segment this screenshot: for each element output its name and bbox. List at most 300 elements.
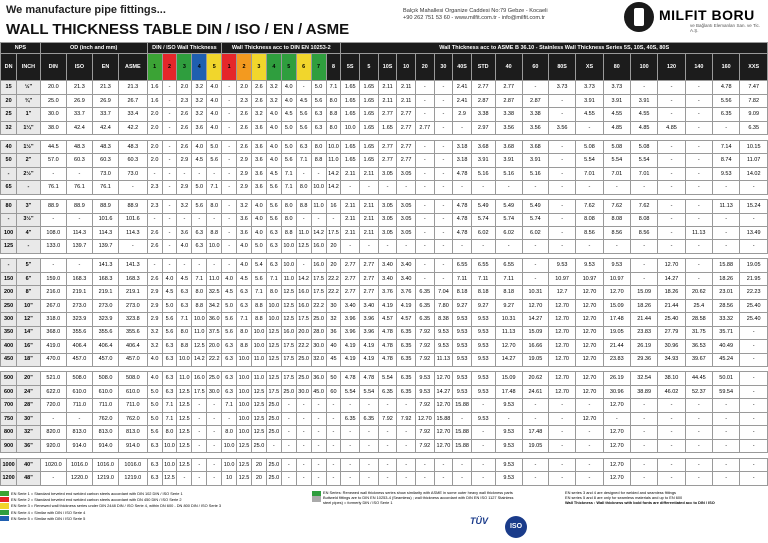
table-cell: 914.0 (119, 439, 148, 452)
table-cell: 3.05 (397, 200, 416, 213)
table-cell: 32" (17, 426, 41, 439)
table-cell: 6.35 (341, 412, 360, 425)
table-cell: - (740, 412, 768, 425)
table-cell: - (740, 458, 768, 471)
table-cell: - (453, 412, 472, 425)
table-cell: 5.0 (147, 412, 162, 425)
table-cell: 7.62 (603, 200, 630, 213)
table-cell: - (397, 439, 416, 452)
table-cell: 6.3 (162, 353, 177, 366)
table-cell: 12.5 (177, 426, 192, 439)
column-header: 10 (397, 54, 416, 81)
table-cell: 40 (1, 140, 17, 153)
table-row (1, 412, 768, 425)
table-cell: 12.5 (296, 240, 311, 253)
table-cell: - (162, 81, 177, 94)
table-cell: - (162, 200, 177, 213)
table-cell: - (471, 181, 495, 194)
table-cell: 2.77 (360, 272, 379, 285)
table-cell: - (207, 439, 222, 452)
table-cell: 37.5 (207, 326, 222, 339)
table-cell: 3½" (17, 213, 41, 226)
table-cell: 7.1 (251, 286, 266, 299)
table-cell: 8.38 (434, 313, 453, 326)
table-cell: 12.70 (548, 340, 575, 353)
table-cell: 5.74 (522, 213, 548, 226)
table-cell: 3.76 (397, 286, 416, 299)
table-cell: 7.11 (453, 272, 472, 285)
column-header: XS (576, 54, 603, 81)
table-cell: 6.3 (192, 240, 207, 253)
column-header: 6 (296, 54, 311, 81)
table-cell: 46.02 (658, 385, 685, 398)
table-cell: 9.53 (495, 458, 522, 471)
table-cell: 10.0 (162, 439, 177, 452)
table-cell: 200 (1, 286, 17, 299)
table-cell: 12.5 (266, 326, 281, 339)
legend-swatch (312, 496, 321, 501)
table-cell: 2.11 (341, 226, 360, 239)
table-cell: - (630, 439, 657, 452)
table-cell: 6.55 (471, 259, 495, 272)
table-cell: 1016.0 (66, 458, 92, 471)
table-cell: 10.0 (326, 140, 341, 153)
table-cell: 14.27 (495, 353, 522, 366)
table-cell: 3.2 (192, 94, 207, 107)
table-cell: 2.11 (360, 213, 379, 226)
table-cell: 50 (1, 154, 17, 167)
table-cell: 7.80 (434, 299, 453, 312)
table-cell: 14" (17, 326, 41, 339)
table-cell: 6.3 (147, 458, 162, 471)
table-cell: - (434, 240, 453, 253)
table-cell: 406.4 (92, 340, 118, 353)
table-cell: 25.40 (740, 313, 768, 326)
table-cell: 12.70 (495, 340, 522, 353)
table-cell: - (415, 472, 434, 486)
table-cell: 3.6 (177, 226, 192, 239)
table-cell: - (685, 200, 712, 213)
legend-en-series (0, 490, 306, 522)
table-cell: 3.68 (495, 140, 522, 153)
table-cell: 5.54 (360, 385, 379, 398)
table-cell: 19.05 (522, 353, 548, 366)
group-header: Wall Thickness acc to DIN EN 10253-2 (222, 43, 341, 54)
table-cell: 4.5 (281, 108, 296, 121)
table-cell: 355.6 (119, 326, 148, 339)
table-cell: 4.5 (177, 272, 192, 285)
table-cell: - (471, 426, 495, 439)
table-cell: 9.53 (713, 167, 740, 180)
table-cell: - (222, 108, 237, 121)
table-cell: 12.5 (237, 458, 252, 471)
table-cell: 12.70 (434, 439, 453, 452)
table-cell: 3.2 (251, 108, 266, 121)
table-cell: 12.5 (281, 299, 296, 312)
table-cell: - (397, 181, 416, 194)
table-cell: 3.2 (266, 81, 281, 94)
table-cell: 4.78 (378, 340, 397, 353)
table-cell: - (162, 121, 177, 134)
table-cell: 44.45 (685, 372, 712, 385)
table-cell: 4.78 (360, 372, 379, 385)
table-cell: 457.0 (119, 353, 148, 366)
table-cell: 5.0 (281, 121, 296, 134)
table-cell: - (341, 472, 360, 486)
table-cell: 11.0 (251, 353, 266, 366)
table-cell: 508.0 (119, 372, 148, 385)
table-cell: 7.47 (740, 81, 768, 94)
table-cell: 10.0 (266, 313, 281, 326)
table-cell: - (207, 167, 222, 180)
table-cell: 60.3 (92, 154, 118, 167)
table-cell: - (576, 426, 603, 439)
table-cell: 28.56 (713, 299, 740, 312)
table-cell: 8.56 (603, 226, 630, 239)
table-cell: 5.0 (207, 140, 222, 153)
legend-notes (312, 490, 556, 506)
table-cell: 7.92 (415, 399, 434, 412)
table-cell: 59.54 (713, 385, 740, 398)
table-cell: - (658, 439, 685, 452)
table-cell: 17.5 (326, 226, 341, 239)
table-cell: - (415, 213, 434, 226)
table-cell: 28" (17, 399, 41, 412)
table-cell: - (548, 412, 575, 425)
table-cell: 7.01 (603, 167, 630, 180)
table-cell: 12.70 (434, 426, 453, 439)
table-cell: 16.0 (281, 326, 296, 339)
table-cell: 2.9 (147, 313, 162, 326)
table-cell: 7.62 (576, 200, 603, 213)
table-cell: 12.7 (548, 286, 575, 299)
table-row (1, 226, 768, 239)
table-cell: 1.65 (360, 154, 379, 167)
page-title: WALL THICKNESS TABLE DIN / ISO / EN / ASME (6, 21, 350, 38)
table-cell: 12.5 (192, 340, 207, 353)
table-cell: 6.3 (222, 385, 237, 398)
table-cell: 9.53 (453, 353, 472, 366)
table-cell: 12.5 (266, 340, 281, 353)
table-cell: 2.11 (378, 81, 397, 94)
table-cell: 5.6 (162, 313, 177, 326)
table-cell: 12.5 (251, 426, 266, 439)
table-cell: - (658, 472, 685, 486)
table-cell: 73.0 (119, 167, 148, 180)
table-cell: 3.56 (548, 121, 575, 134)
table-cell: 45.0 (311, 385, 326, 398)
table-cell: - (630, 412, 657, 425)
table-cell: 168.3 (66, 272, 92, 285)
table-cell: 2.0 (237, 81, 252, 94)
table-row (1, 240, 768, 253)
table-cell: 8.8 (296, 200, 311, 213)
column-header: 140 (685, 54, 712, 81)
table-cell: 25.0 (296, 372, 311, 385)
table-cell: - (162, 167, 177, 180)
table-cell: - (434, 226, 453, 239)
table-cell: - (522, 458, 548, 471)
table-cell: 15.88 (453, 439, 472, 452)
table-cell: 9.27 (495, 299, 522, 312)
table-cell: 622.0 (40, 385, 66, 398)
legend-swatch (0, 503, 9, 508)
table-cell: - (630, 272, 657, 285)
table-cell: 7.1 (237, 313, 252, 326)
table-cell: 5.0 (147, 385, 162, 398)
table-cell: 1" (17, 108, 41, 121)
table-cell: 5.16 (522, 167, 548, 180)
table-cell: - (658, 226, 685, 239)
table-cell: 3.40 (397, 272, 416, 285)
table-cell: 25.0 (266, 472, 281, 486)
table-row (1, 426, 768, 439)
table-cell: 17.5 (281, 340, 296, 353)
table-cell: - (685, 167, 712, 180)
column-header: DIN (40, 54, 66, 81)
table-cell: 12.5 (177, 412, 192, 425)
legend-text: EN Serie 4 = Similar with DIN / ISO Serie 4 (11, 509, 86, 515)
table-cell: 16 (326, 200, 341, 213)
table-cell: 159.0 (40, 272, 66, 285)
table-row (1, 181, 768, 194)
table-cell: 36.0 (207, 313, 222, 326)
table-cell: 8.0 (207, 200, 222, 213)
table-cell: 14.2 (192, 353, 207, 366)
table-cell: 60.3 (66, 154, 92, 167)
table-cell: 5.6 (281, 154, 296, 167)
table-cell: 12.5 (177, 439, 192, 452)
table-cell: 800 (1, 426, 17, 439)
table-cell: 3.18 (453, 140, 472, 153)
table-cell: 3.96 (341, 326, 360, 339)
table-cell: 318.0 (40, 313, 66, 326)
table-cell: 1.65 (360, 108, 379, 121)
table-cell: 1.65 (360, 94, 379, 107)
table-cell: 350 (1, 326, 17, 339)
table-cell: 8.0 (162, 426, 177, 439)
table-cell: 45 (326, 353, 341, 366)
table-cell: - (296, 439, 311, 452)
table-cell: 457.0 (92, 353, 118, 366)
table-cell: 12.5 (177, 399, 192, 412)
table-cell: - (685, 399, 712, 412)
legend (0, 489, 768, 543)
table-cell: 2.6 (251, 81, 266, 94)
table-cell: - (548, 213, 575, 226)
table-cell: 2.6 (147, 240, 162, 253)
table-cell: 42.4 (92, 121, 118, 134)
table-cell: 21.3 (92, 81, 118, 94)
table-cell: 5.6 (266, 213, 281, 226)
table-cell: - (415, 94, 434, 107)
table-row (1, 94, 768, 107)
table-cell: 3.2 (177, 200, 192, 213)
table-cell: 216.0 (40, 286, 66, 299)
table-cell: 10.0 (251, 340, 266, 353)
table-cell: 5.49 (522, 200, 548, 213)
legend-text: EN Series: Renewed wall thickness series show similarity with ASME in some outer heavy wall thickness parts (323, 490, 513, 495)
table-cell: 29.36 (630, 353, 657, 366)
table-cell: 15.88 (453, 426, 472, 439)
table-cell: 4.0 (147, 353, 162, 366)
table-cell: 57.0 (40, 154, 66, 167)
table-cell: 2.97 (471, 121, 495, 134)
table-cell: 25.0 (281, 385, 296, 398)
table-cell: 3.96 (341, 313, 360, 326)
table-row (1, 108, 768, 121)
table-cell: 17.48 (495, 385, 522, 398)
table-cell: - (522, 472, 548, 486)
table-cell: 8.8 (251, 299, 266, 312)
table-cell: 4.85 (658, 121, 685, 134)
table-cell: - (192, 259, 207, 272)
table-cell: 2.3 (147, 200, 162, 213)
table-cell: 30.96 (603, 385, 630, 398)
table-cell: 14.2 (326, 167, 341, 180)
table-cell: 20 (251, 458, 266, 471)
table-cell: - (326, 399, 341, 412)
table-cell: 48.3 (119, 140, 148, 153)
table-cell: - (222, 140, 237, 153)
table-cell: 15.09 (495, 372, 522, 385)
table-cell: 6.35 (397, 340, 416, 353)
table-cell: 12.70 (434, 372, 453, 385)
table-cell: 60 (326, 385, 341, 398)
table-cell: 6.3 (177, 299, 192, 312)
table-cell: 2.6 (147, 272, 162, 285)
table-cell: 6.55 (453, 259, 472, 272)
table-cell: - (360, 426, 379, 439)
table-cell: 12.70 (576, 340, 603, 353)
table-cell: 21.3 (66, 81, 92, 94)
column-header: XXS (740, 54, 768, 81)
table-cell: - (434, 108, 453, 121)
table-cell: 4.19 (360, 340, 379, 353)
legend-text: EN Serie 3 = Renewed wall thickness series under DIN 2448 DIN / ISO Serie 4, within DN 600 - DN 800 DIN / ISO Serie 3 (11, 503, 222, 509)
column-header: 7 (311, 54, 326, 81)
table-cell: - (434, 472, 453, 486)
table-cell: 8.0 (311, 140, 326, 153)
table-cell: 323.9 (92, 313, 118, 326)
table-cell: - (222, 121, 237, 134)
table-cell: 12.5 (162, 472, 177, 486)
table-cell: - (522, 181, 548, 194)
table-cell: 4.78 (453, 226, 472, 239)
table-cell: 10.0 (266, 299, 281, 312)
table-cell: - (740, 240, 768, 253)
table-cell: 4.0 (222, 272, 237, 285)
table-cell: 12.70 (603, 439, 630, 452)
table-cell: 38.0 (40, 121, 66, 134)
table-cell: 31.75 (685, 326, 712, 339)
table-cell: 2.3 (147, 181, 162, 194)
table-cell: 3.96 (360, 313, 379, 326)
table-cell: 4.85 (630, 121, 657, 134)
table-cell: 20.62 (522, 372, 548, 385)
table-cell: 9.53 (453, 372, 472, 385)
table-cell: 8.8 (281, 226, 296, 239)
table-cell: 8.0 (281, 213, 296, 226)
table-cell: 5.49 (495, 200, 522, 213)
table-cell: - (177, 259, 192, 272)
table-cell: - (378, 439, 397, 452)
table-cell: - (576, 181, 603, 194)
table-cell: 3.40 (378, 272, 397, 285)
table-cell: 26.19 (630, 340, 657, 353)
table-cell: 3.56 (495, 121, 522, 134)
table-cell: 12" (17, 313, 41, 326)
table-cell: - (397, 240, 416, 253)
table-cell: - (522, 259, 548, 272)
table-cell: - (434, 94, 453, 107)
table-cell: - (311, 412, 326, 425)
table-cell: 8.56 (576, 226, 603, 239)
table-cell: 2.11 (378, 94, 397, 107)
table-cell: 600 (1, 385, 17, 398)
table-cell: 12.5 (281, 286, 296, 299)
table-row (1, 299, 768, 312)
table-cell: 1.65 (341, 108, 360, 121)
table-cell: 17.5 (266, 385, 281, 398)
table-cell: 2.11 (360, 226, 379, 239)
table-cell: 12.70 (548, 326, 575, 339)
table-cell: 5.6 (222, 326, 237, 339)
table-cell: 4.5 (296, 94, 311, 107)
table-cell: 4.57 (397, 313, 416, 326)
table-cell: 9.53 (415, 385, 434, 398)
table-cell: - (434, 140, 453, 153)
table-cell: - (576, 121, 603, 134)
table-cell: 32 (326, 313, 341, 326)
table-cell: 4.5 (237, 272, 252, 285)
legend-swatch (0, 497, 9, 502)
table-cell: 14.02 (740, 167, 768, 180)
table-cell: - (713, 412, 740, 425)
table-cell: 9.53 (453, 313, 472, 326)
column-header: EN (92, 54, 118, 81)
table-cell: - (658, 213, 685, 226)
table-cell: 19.05 (522, 439, 548, 452)
group-header: OD (inch and mm) (40, 43, 147, 54)
table-cell: - (658, 426, 685, 439)
table-cell: 114.3 (92, 226, 118, 239)
table-cell: 250 (1, 299, 17, 312)
table-cell: 32.5 (207, 286, 222, 299)
table-cell: 7.1 (177, 313, 192, 326)
column-header: 2 (237, 54, 252, 81)
table-cell: - (685, 108, 712, 121)
table-cell: 39.67 (685, 353, 712, 366)
table-cell: 2.77 (397, 121, 416, 134)
table-cell: - (434, 81, 453, 94)
wall-thickness-table (0, 42, 768, 486)
table-cell: - (378, 181, 397, 194)
table-cell: 16.0 (192, 372, 207, 385)
table-row (1, 167, 768, 180)
table-cell: 30" (17, 412, 41, 425)
table-cell: - (658, 458, 685, 471)
table-cell: 3.91 (603, 94, 630, 107)
table-cell: - (162, 226, 177, 239)
table-cell: - (326, 439, 341, 452)
table-cell: 813.0 (66, 426, 92, 439)
table-row (1, 439, 768, 452)
table-cell: - (434, 181, 453, 194)
table-cell: 5.54 (603, 154, 630, 167)
table-cell: 2.11 (341, 200, 360, 213)
table-cell: - (162, 240, 177, 253)
